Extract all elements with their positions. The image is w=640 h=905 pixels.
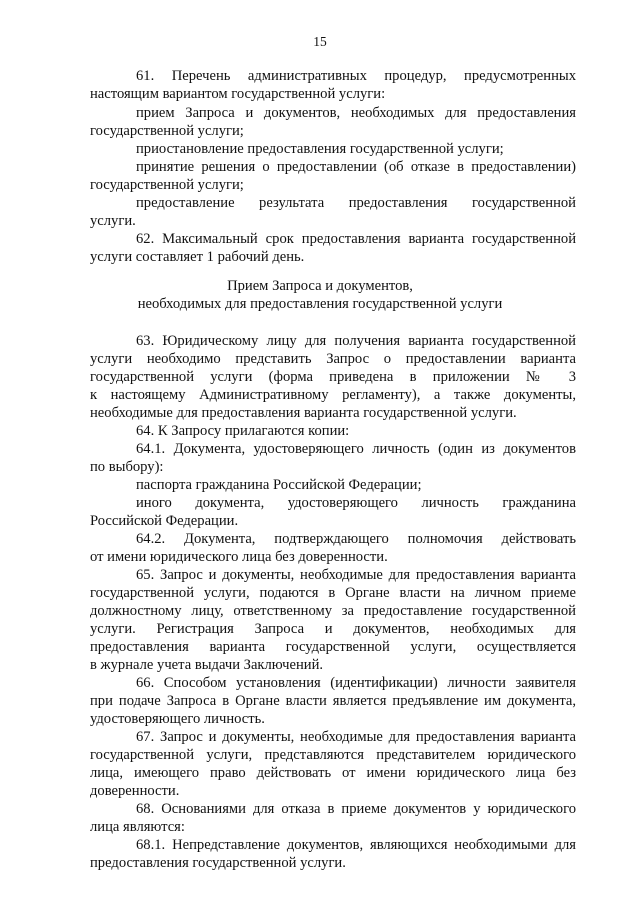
text-line: 66. Способом установления (идентификации) личности заявителя	[136, 675, 576, 691]
text-line: государственной услуги;	[90, 123, 244, 139]
text-line: государственной услуги, представляются представителем юридического	[90, 747, 576, 763]
text-line: необходимые для предоставления варианта государственной услуги.	[90, 405, 517, 421]
text-line: должностному лицу, ответственному за предоставление государственной	[90, 603, 576, 619]
text-line: 62. Максимальный срок предоставления варианта государственной	[136, 231, 576, 247]
text-line: удостоверяющего личность.	[90, 711, 265, 727]
text-line: услуги составляет 1 рабочий день.	[90, 249, 305, 265]
text-line: доверенности.	[90, 783, 180, 799]
text-line: приостановление предоставления государственной услуги;	[136, 141, 504, 157]
text-line: 63. Юридическому лицу для получения варианта государственной	[136, 333, 576, 349]
text-line: услуги.	[90, 213, 136, 229]
text-line: 61. Перечень административных процедур, предусмотренных	[136, 68, 576, 84]
text-line: прием Запроса и документов, необходимых для предоставления	[136, 105, 576, 121]
text-line: по выбору):	[90, 459, 164, 475]
text-line: лица, имеющего право действовать от имени юридического лица без	[90, 765, 576, 781]
text-line: при подаче Запроса в Органе власти является предъявление им документа,	[90, 693, 576, 709]
text-line: предоставления государственной услуги.	[90, 855, 346, 871]
text-line: государственной услуги, подаются в Органе власти на личном приеме	[90, 585, 576, 601]
text-line: к настоящему Административному регламенту), а также документы,	[90, 387, 576, 403]
text-line: предоставления варианта государственной услуги, осуществляется	[90, 639, 576, 655]
text-line: 68. Основаниями для отказа в приеме документов у юридического	[136, 801, 576, 817]
text-line: иного документа, удостоверяющего личность гражданина	[136, 495, 576, 511]
text-line: принятие решения о предоставлении (об отказе в предоставлении)	[136, 159, 576, 175]
text-line: лица являются:	[90, 819, 185, 835]
text-line: от имени юридического лица без доверенности.	[90, 549, 388, 565]
section-heading: необходимых для предоставления государственной услуги	[137, 296, 503, 312]
text-line: настоящим вариантом государственной услуги:	[90, 86, 386, 102]
text-line: паспорта гражданина Российской Федерации;	[136, 477, 422, 493]
text-line: государственной услуги (форма приведена в приложении № 3	[90, 369, 576, 385]
section-heading: Прием Запроса и документов,	[227, 278, 413, 294]
text-line: услуги. Регистрация Запроса и документов, необходимых для	[90, 621, 576, 637]
page-number: 15	[313, 34, 327, 49]
text-line: 64.1. Документа, удостоверяющего личность (один из документов	[136, 441, 576, 457]
text-line: в журнале учета выдачи Заключений.	[90, 657, 324, 673]
text-line: 67. Запрос и документы, необходимые для предоставления варианта	[136, 729, 576, 745]
text-line: услуги необходимо представить Запрос о предоставлении варианта	[90, 351, 576, 367]
text-line: 65. Запрос и документы, необходимые для предоставления варианта	[136, 567, 576, 583]
text-line: 64. К Запросу прилагаются копии:	[136, 423, 350, 439]
text-line: 64.2. Документа, подтверждающего полномочия действовать	[136, 531, 576, 547]
text-line: предоставление результата предоставления государственной	[136, 195, 576, 211]
text-line: государственной услуги;	[90, 177, 244, 193]
text-line: Российской Федерации.	[90, 513, 239, 529]
text-line: 68.1. Непредставление документов, являющихся необходимыми для	[136, 837, 576, 853]
